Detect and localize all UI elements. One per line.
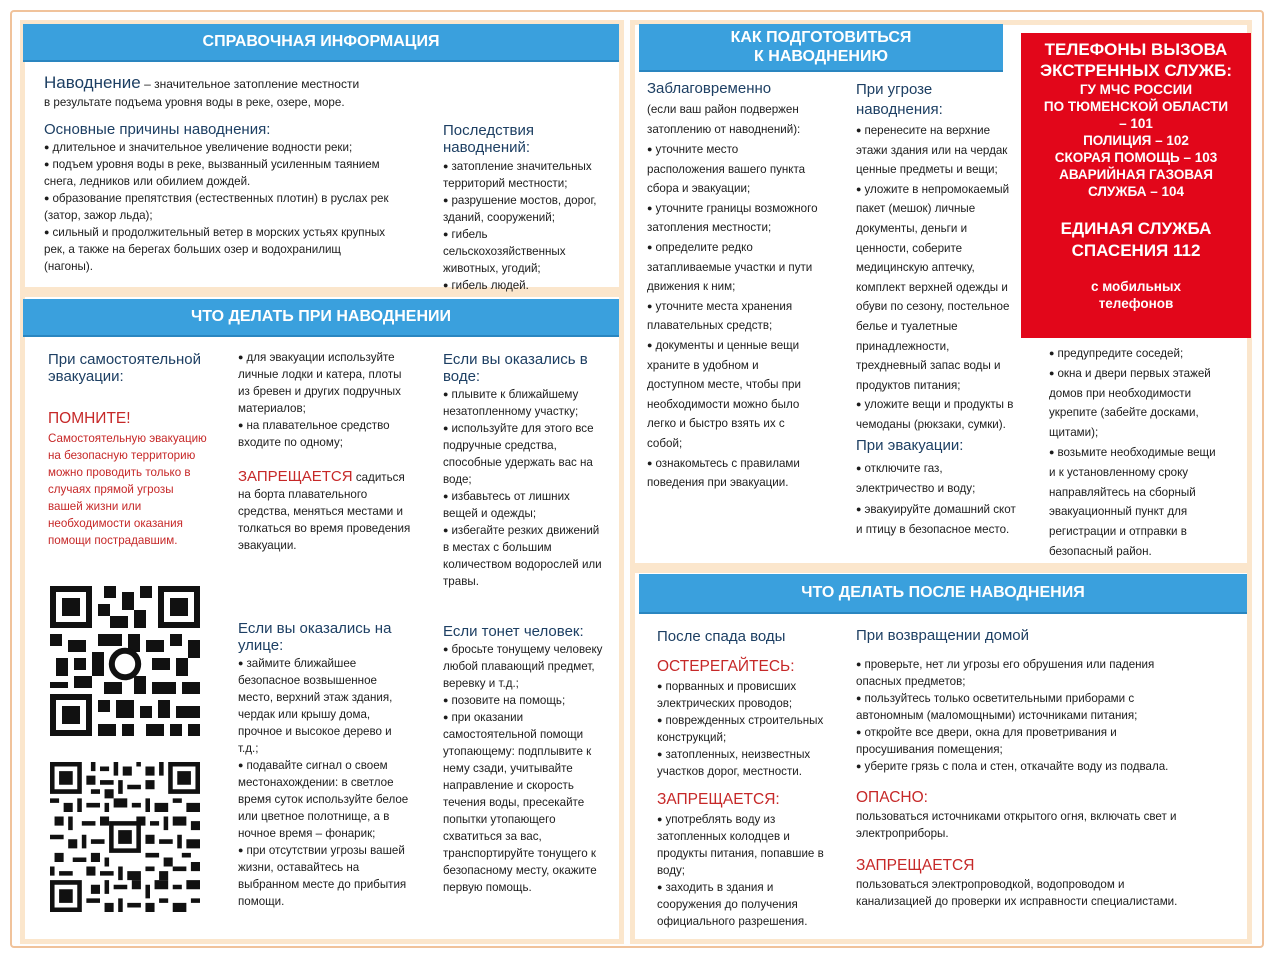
list-item: ● уложите в непромокаемый пакет (мешок) личные документы, деньги и ценности, соберите медицинскую аптечку, комплект верхней одежды и обуви по сезону, постельное белье и туалетные принадлежности, трехдневный запас воды и продуктов питания; bbox=[856, 180, 1021, 396]
right-column-list bbox=[1049, 344, 1219, 562]
unified-service: ЕДИНАЯ СЛУЖБА СПАСЕНИЯ 112 bbox=[1060, 219, 1212, 260]
qr-code-top[interactable] bbox=[50, 586, 200, 736]
after-forbid-list bbox=[657, 811, 837, 930]
list-item: ● уточните место расположения вашего пункта сбора и эвакуации; bbox=[647, 140, 819, 199]
mobile-note: с мобильных телефонов bbox=[1090, 279, 1182, 311]
phones-line: СКОРАЯ ПОМОЩЬ – 103 bbox=[1054, 150, 1218, 165]
definition-block bbox=[44, 74, 614, 93]
danger-text: пользоваться источниками открытого огня, включать свет и электроприборы. bbox=[856, 810, 1177, 840]
qr-code-bottom[interactable] bbox=[50, 762, 200, 912]
list-item: ● порванных и провисших электрических проводов; bbox=[657, 678, 837, 712]
list-item: ● при оказании самостоятельной помощи утопающему: подплывите к нему сзади, учитывайте направление и скорость течения воды, пресекайте попытки утопающего схватиться за вас, транспортируйте тонущего к безопасному месту, окажите первую помощь. bbox=[443, 709, 605, 896]
list-item: ● уложите вещи и продукты в чемоданы (рюкзаки, сумки). bbox=[856, 395, 1021, 434]
list-item: ● длительное и значительное увеличение водности реки; bbox=[44, 139, 389, 156]
list-item: ● эвакуируйте домашний скот и птицу в безопасное место. bbox=[856, 499, 1016, 540]
list-item: ● плывите к ближайшему незатопленному участку; bbox=[443, 386, 605, 420]
beware-title: ОСТЕРЕГАЙТЕСЬ: bbox=[657, 658, 795, 675]
list-item: ● сильный и продолжительный ветер в морских устьях крупных рек, а также на берегах больших озер и водохранилищ (нагоны). bbox=[44, 224, 389, 275]
list-item: ● отключите газ, электричество и воду; bbox=[856, 458, 1016, 499]
list-item: ● подавайте сигнал о своем местонахождении: в светлое время суток используйте белое или цветное полотнище, а в ночное время – фонарик; bbox=[238, 757, 412, 842]
list-item: ● при отсутствии угрозы вашей жизни, оставайтесь на выбранном месте до прибытия помощи. bbox=[238, 842, 412, 910]
on-street-title: Если вы оказались на улице: bbox=[238, 620, 392, 654]
after-forbid2-title: ЗАПРЕЩАЕТСЯ bbox=[856, 857, 975, 874]
self-evac-title: При самостоятельной эвакуации: bbox=[48, 351, 201, 385]
phones-line: ПОЛИЦИЯ – 102 bbox=[1083, 133, 1189, 148]
list-item: ● позовите на помощь; bbox=[443, 692, 605, 709]
phones-line: ПО ТЮМЕНСКОЙ ОБЛАСТИ bbox=[1043, 99, 1229, 114]
list-item: ● избавьтесь от лишних вещей и одежды; bbox=[443, 488, 605, 522]
evacuation-list bbox=[856, 458, 1016, 540]
forbid-word: ЗАПРЕЩАЕТСЯ bbox=[238, 468, 353, 485]
beware-list bbox=[657, 678, 837, 780]
list-item: ● избегайте резких движений в местах с большим количеством водорослей или травы. bbox=[443, 522, 605, 590]
list-item: ● ознакомьтесь с правилами поведения при эвакуации. bbox=[647, 454, 819, 493]
reference-header: СПРАВОЧНАЯ ИНФОРМАЦИЯ bbox=[23, 24, 619, 60]
list-item: ● поврежденных строительных конструкций; bbox=[657, 712, 837, 746]
emergency-phones-box bbox=[1021, 33, 1251, 338]
causes-title: Основные причины наводнения: bbox=[44, 121, 271, 138]
list-item: ● уточните границы возможного затопления местности; bbox=[647, 199, 819, 238]
home-list bbox=[856, 656, 1186, 775]
list-item: ● займите ближайшее безопасное возвышенное место, верхний этаж здания, чердак или крышу дома, прочное и высокое дерево и т.д.; bbox=[238, 655, 412, 757]
list-item: ● употреблять воду из затопленных колодцев и продукты питания, попавшие в воду; bbox=[657, 811, 837, 879]
list-item: ● образование препятствия (естественных плотин) в руслах рек (затор, зажор льда); bbox=[44, 190, 389, 224]
list-item: ● затопление значительных территорий местности; bbox=[443, 158, 608, 192]
home-title: При возвращении домой bbox=[856, 627, 1030, 644]
after-left-title: После спада воды bbox=[657, 628, 786, 645]
advance-subtitle: (если ваш район подвержен затоплению от наводнений): bbox=[647, 103, 801, 136]
definition-term: Наводнение bbox=[44, 73, 141, 92]
threat-title: При угрозе наводнения: bbox=[856, 81, 943, 118]
list-item: ● откройте все двери, окна для проветривания и просушивания помещения; bbox=[856, 724, 1186, 758]
after-header: ЧТО ДЕЛАТЬ ПОСЛЕ НАВОДНЕНИЯ bbox=[639, 574, 1247, 612]
forbid-block bbox=[238, 468, 416, 554]
list-item: ● возьмите необходимые вещи и к установленному сроку направляйтесь на сборный эвакуационный пункт для регистрации и отправки в безопасный район. bbox=[1049, 443, 1219, 562]
list-item: ● проверьте, нет ли угрозы его обрушения или падения опасных предметов; bbox=[856, 656, 1186, 690]
list-item: ● уберите грязь с пола и стен, откачайте воду из подвала. bbox=[856, 758, 1186, 775]
definition-rest: – значительное затопление местности bbox=[140, 77, 360, 91]
phones-lines bbox=[1021, 81, 1251, 200]
evacuation-title: При эвакуации: bbox=[856, 437, 964, 454]
list-item: ● пользуйтесь только осветительными приборами с автономным (маломощными) источниками питания; bbox=[856, 690, 1186, 724]
list-item: ● подъем уровня воды в реке, вызванный усиленным таянием снега, ледников или обилием дождей. bbox=[44, 156, 389, 190]
list-item: ● на плавательное средство входите по одному; bbox=[238, 417, 416, 451]
in-water-list bbox=[443, 386, 605, 590]
list-item: ● документы и ценные вещи храните в удобном и доступном месте, чтобы при необходимости можно было легко и быстро взять их с собой; bbox=[647, 336, 819, 454]
phones-title: ТЕЛЕФОНЫ ВЫЗОВА ЭКСТРЕННЫХ СЛУЖБ: bbox=[1039, 40, 1233, 80]
danger-title: ОПАСНО: bbox=[856, 789, 928, 806]
forbid-text: садиться на борта плавательного средства, меняться местами и толкаться во время проведения эвакуации. bbox=[238, 471, 411, 552]
list-item: ● гибель сельскохозяйственных животных, угодий; bbox=[443, 226, 608, 277]
during-header: ЧТО ДЕЛАТЬ ПРИ НАВОДНЕНИИ bbox=[23, 299, 619, 335]
preparation-header bbox=[639, 24, 1003, 70]
consequences-list bbox=[443, 158, 608, 294]
remember-text: Самостоятельную эвакуацию на безопасную территорию можно проводить только в случаях прямой угрозы вашей жизни или необходимости оказания помощи пострадавшим. bbox=[48, 432, 207, 547]
list-item: ● окна и двери первых этажей домов при необходимости укрепите (забейте досками, щитами); bbox=[1049, 364, 1219, 443]
list-item: ● перенесите на верхние этажи здания или на чердак ценные предметы и вещи; bbox=[856, 121, 1021, 180]
advance-title: Заблаговременно bbox=[647, 80, 772, 97]
list-item: ● бросьте тонущему человеку любой плавающий предмет, веревку и т.д.; bbox=[443, 641, 605, 692]
list-item: ● используйте для этого все подручные средства, способные удержать вас на воде; bbox=[443, 420, 605, 488]
self-evac-list bbox=[238, 349, 416, 451]
list-item: ● определите редко затапливаемые участки и пути движения к ним; bbox=[647, 238, 819, 297]
phones-line: АВАРИЙНАЯ ГАЗОВАЯ bbox=[1059, 167, 1213, 182]
drowning-list bbox=[443, 641, 605, 896]
preparation-header-line1: КАК ПОДГОТОВИТЬСЯ bbox=[730, 29, 912, 46]
after-forbid-title: ЗАПРЕЩАЕТСЯ: bbox=[657, 791, 780, 808]
list-item: ● заходить в здания и сооружения до получения официального разрешения. bbox=[657, 879, 837, 930]
phones-line: СЛУЖБА – 104 bbox=[1088, 184, 1184, 199]
advance-list bbox=[647, 140, 819, 493]
phones-line: – 101 bbox=[1119, 116, 1153, 131]
list-item: ● предупредите соседей; bbox=[1049, 344, 1219, 364]
list-item: ● затопленных, неизвестных участков дорог, местности. bbox=[657, 746, 837, 780]
threat-list bbox=[856, 121, 1021, 435]
in-water-title: Если вы оказались в воде: bbox=[443, 351, 588, 385]
causes-list bbox=[44, 139, 389, 275]
on-street-list bbox=[238, 655, 412, 910]
list-item: ● уточните места хранения плавательных средств; bbox=[647, 297, 819, 336]
consequences-title: Последствия наводнений: bbox=[443, 122, 534, 156]
remember-title: ПОМНИТЕ! bbox=[48, 410, 131, 427]
preparation-header-line2: К НАВОДНЕНИЮ bbox=[754, 48, 888, 65]
after-forbid2-text: пользоваться электропроводкой, водопроводом и канализацией до проверки их исправности специалистами. bbox=[856, 878, 1178, 908]
list-item: ● для эвакуации используйте личные лодки и катера, плоты из бревен и других подручных материалов; bbox=[238, 349, 416, 417]
phones-line: ГУ МЧС РОССИИ bbox=[1079, 82, 1193, 97]
list-item: ● гибель людей. bbox=[443, 277, 608, 294]
list-item: ● разрушение мостов, дорог, зданий, сооружений; bbox=[443, 192, 608, 226]
drowning-title: Если тонет человек: bbox=[443, 623, 584, 640]
definition-line2: в результате подъема уровня воды в реке, озере, море. bbox=[44, 96, 345, 109]
